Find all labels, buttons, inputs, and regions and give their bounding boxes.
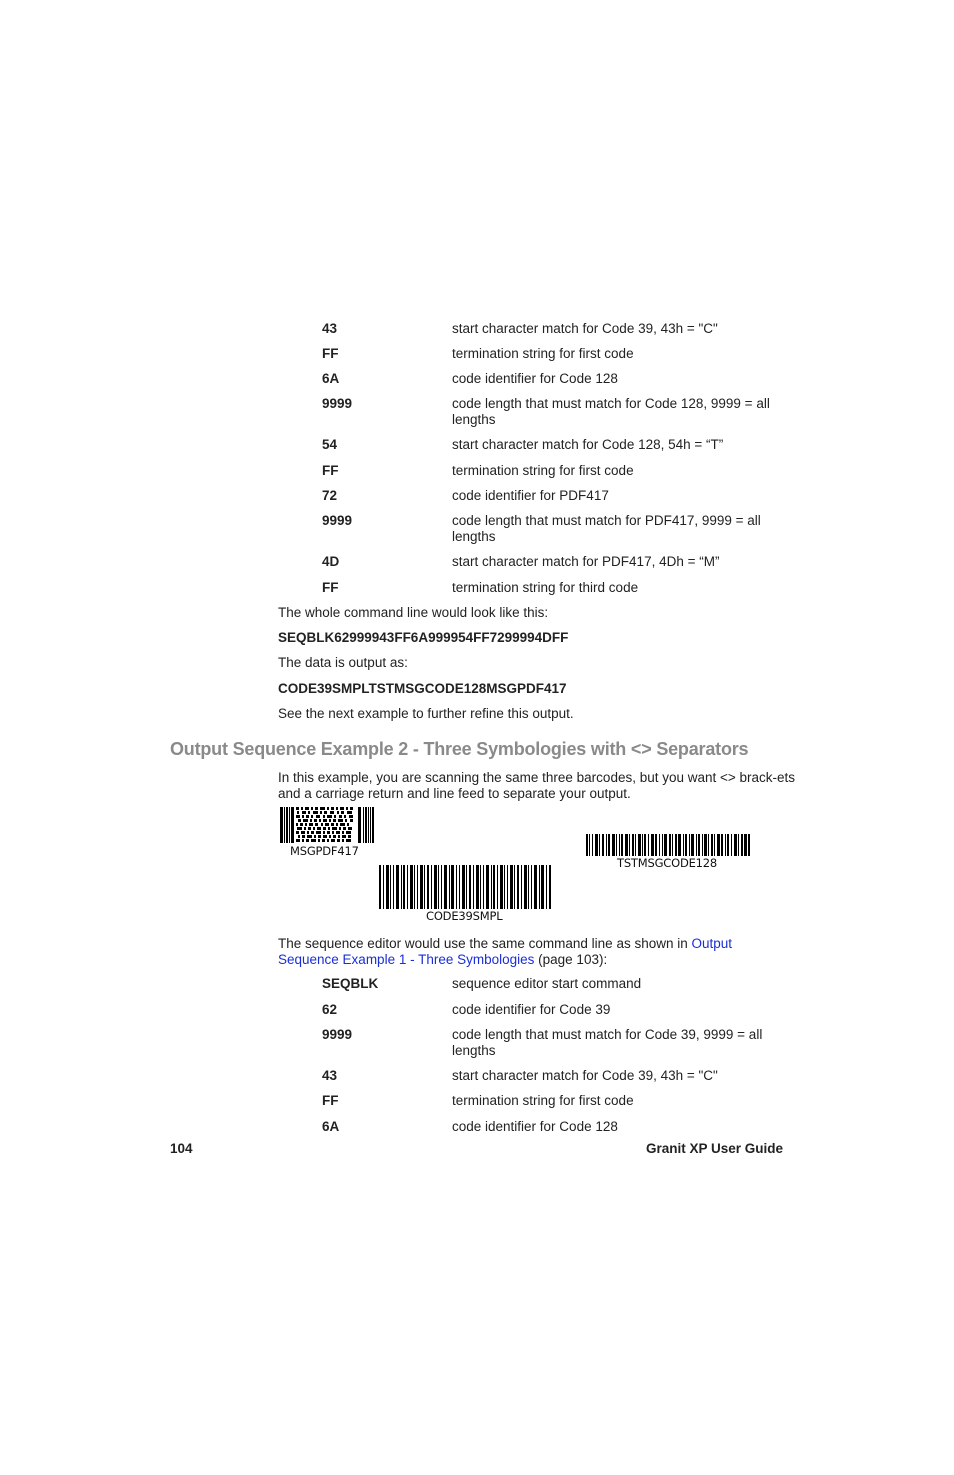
section-heading: Output Sequence Example 2 - Three Symbologies with <> Separators	[170, 739, 749, 759]
parameter-description: code identifier for Code 128	[452, 371, 618, 386]
body-text: The whole command line would look like this:	[278, 605, 549, 620]
body-text: The sequence editor would use the same command line as shown in	[278, 936, 692, 951]
cross-reference-link[interactable]: Output Sequence Example 1 - Three Symbologies	[278, 936, 733, 967]
parameter-code: FF	[322, 580, 339, 595]
parameter-description: code identifier for Code 128	[452, 1119, 618, 1134]
parameter-code: SEQBLK	[322, 976, 379, 991]
parameter-code: 62	[322, 1002, 338, 1017]
sequence-paragraph	[278, 936, 758, 968]
output-string: CODE39SMPLTSTMSGCODE128MSGPDF417	[278, 681, 567, 696]
command-line: SEQBLK62999943FF6A999954FF7299994DFF	[278, 630, 569, 645]
parameter-description: sequence editor start command	[452, 976, 642, 991]
code39-barcode	[379, 865, 551, 909]
code128-barcode	[586, 834, 750, 856]
parameter-description: code length that must match for Code 39, 9999 = all lengths	[452, 1027, 763, 1058]
parameter-description: start character match for PDF417, 4Dh = “M”	[452, 554, 720, 569]
parameter-code: 72	[322, 488, 338, 503]
body-text: The data is output as:	[278, 655, 408, 670]
parameter-code: 9999	[322, 1027, 353, 1042]
parameter-description: start character match for Code 39, 43h = "C"	[452, 321, 718, 336]
barcode-label: MSGPDF417	[290, 844, 359, 858]
parameter-code: 9999	[322, 396, 353, 411]
footer-title: Granit XP User Guide	[646, 1141, 784, 1156]
parameter-description: termination string for first code	[452, 346, 634, 361]
parameter-description: termination string for first code	[452, 1093, 634, 1108]
barcode-label: CODE39SMPL	[426, 909, 503, 923]
body-text: (page 103):	[534, 952, 608, 967]
parameter-code: 9999	[322, 513, 353, 528]
parameter-code: FF	[322, 463, 339, 478]
parameter-description: termination string for first code	[452, 463, 634, 478]
parameter-code: 54	[322, 437, 338, 452]
pdf417-barcode	[280, 807, 374, 843]
parameter-description: termination string for third code	[452, 580, 639, 595]
parameter-description: start character match for Code 39, 43h = "C"	[452, 1068, 718, 1083]
parameter-code: 6A	[322, 1119, 340, 1134]
parameter-code: 4D	[322, 554, 340, 569]
body-text: See the next example to further refine this output.	[278, 706, 574, 721]
page-number: 104	[170, 1141, 193, 1156]
parameter-description: code identifier for Code 39	[452, 1002, 611, 1017]
parameter-code: FF	[322, 346, 339, 361]
parameter-description: code identifier for PDF417	[452, 488, 609, 503]
parameter-description: code length that must match for PDF417, 9999 = all lengths	[452, 513, 761, 544]
parameter-code: 43	[322, 1068, 338, 1083]
parameter-code: 43	[322, 321, 338, 336]
barcode-label: TSTMSGCODE128	[617, 856, 718, 870]
parameter-code: 6A	[322, 371, 340, 386]
parameter-description: code length that must match for Code 128, 9999 = all lengths	[452, 396, 770, 427]
intro-paragraph: In this example, you are scanning the same three barcodes, but you want <> brack-ets and a carriage return and line feed to separate your output.	[278, 770, 796, 801]
parameter-code: FF	[322, 1093, 339, 1108]
parameter-description: start character match for Code 128, 54h = “T”	[452, 437, 724, 452]
